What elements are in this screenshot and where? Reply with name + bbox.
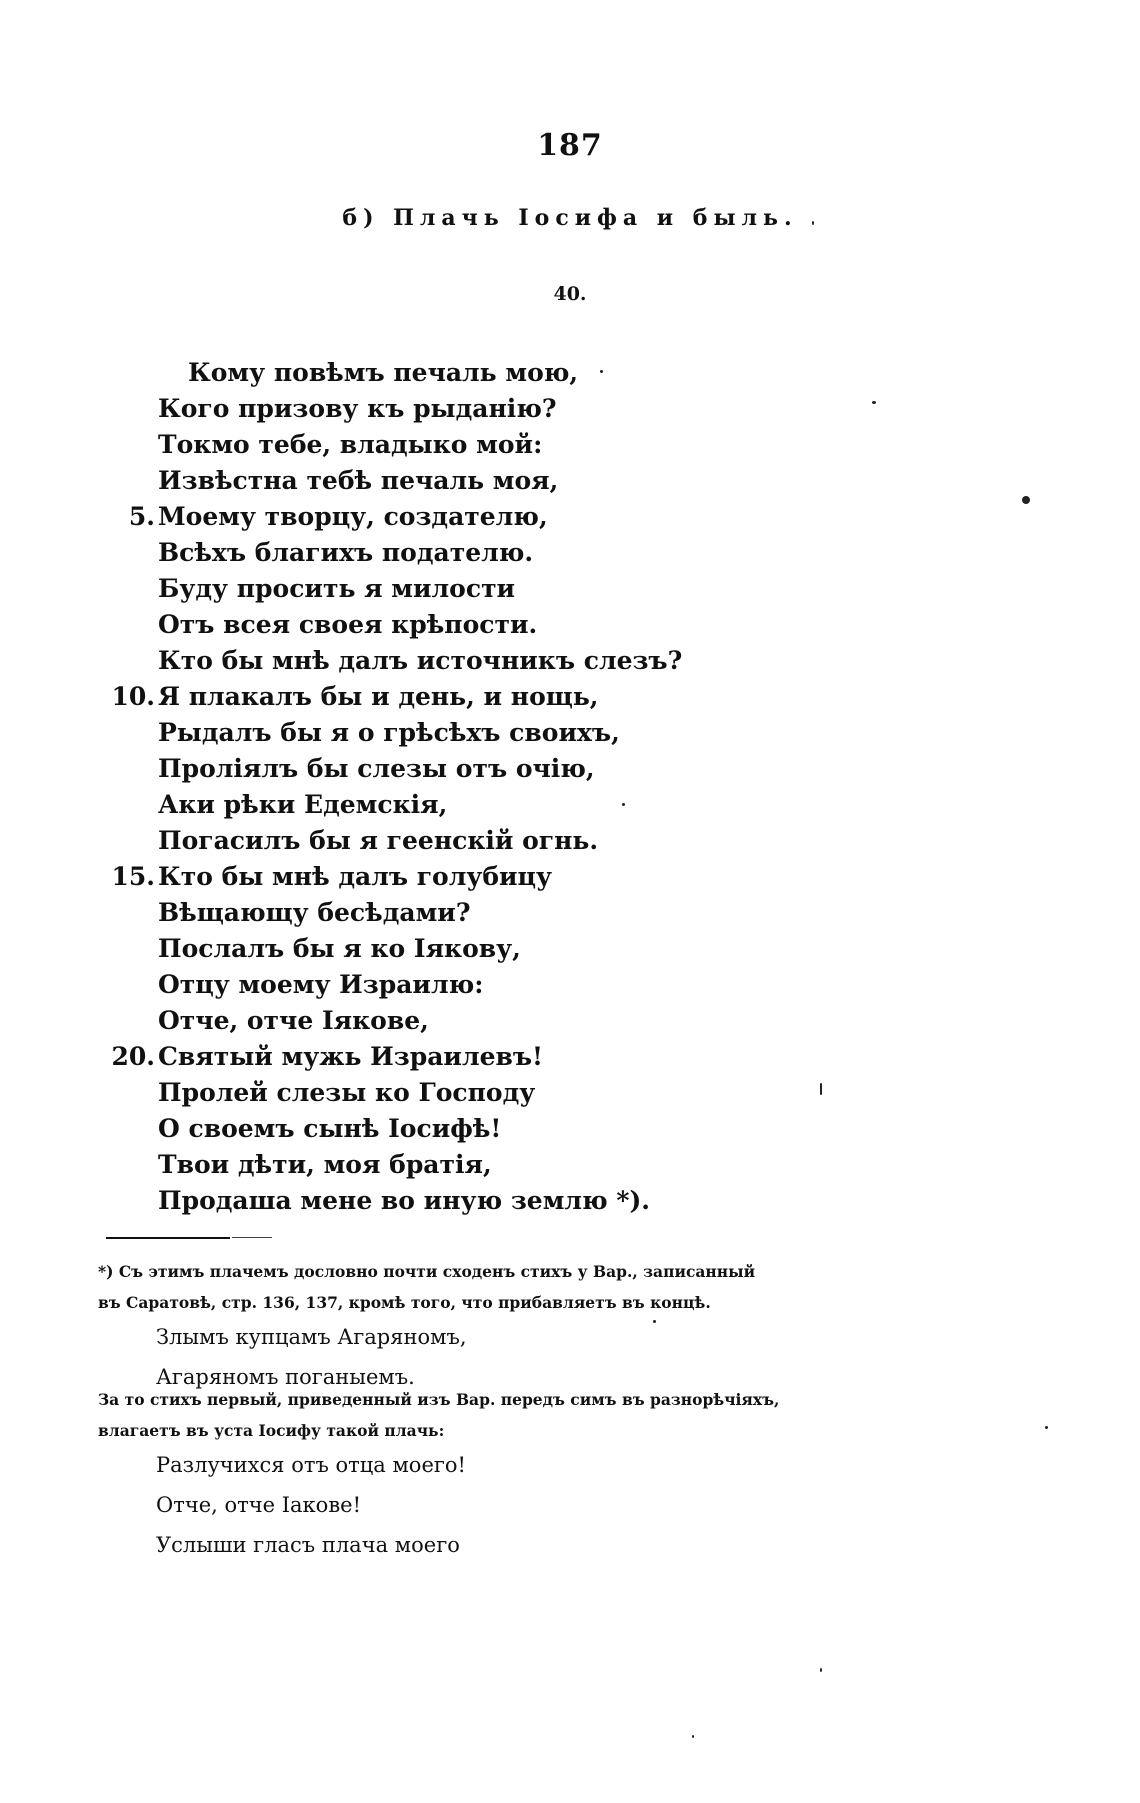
- line-text: Рыдалъ бы я о грѣсѣхъ своихъ,: [158, 718, 620, 747]
- quote-line: Агаряномъ поганыемъ.: [156, 1365, 415, 1389]
- line-text: Извѣстна тебѣ печаль моя,: [158, 466, 559, 495]
- poem-line: [0, 679, 1140, 715]
- line-text: Твои дѣти, моя братія,: [158, 1150, 492, 1179]
- scan-speck: [1045, 1426, 1048, 1429]
- line-text: Вѣщающу бесѣдами?: [158, 898, 471, 927]
- poem-line: [0, 643, 1140, 679]
- poem-line: [0, 535, 1140, 571]
- poem-line: [0, 967, 1140, 1003]
- line-number: 10.: [111, 682, 155, 711]
- poem-line: [0, 823, 1140, 859]
- poem-line: [0, 499, 1140, 535]
- scan-speck: [820, 1083, 822, 1095]
- scan-speck: [872, 401, 876, 404]
- scan-speck: [653, 1320, 656, 1323]
- quote-line: Злымъ купцамъ Агаряномъ,: [156, 1325, 467, 1349]
- line-text: Буду просить я милости: [158, 574, 516, 603]
- line-number: 15.: [111, 862, 155, 891]
- line-number: 5.: [128, 502, 155, 531]
- line-text: Отъ всея своея крѣпости.: [158, 610, 538, 639]
- line-text: Я плакалъ бы и день, и нощь,: [158, 682, 599, 711]
- quote-line: Услыши гласъ плача моего: [156, 1533, 460, 1557]
- poem-line: [0, 715, 1140, 751]
- footnote-line: *) Съ этимъ плачемъ дословно почти сходенъ стихъ у Вар., записанный: [98, 1262, 756, 1281]
- quote-line: Разлучихся отъ отца моего!: [156, 1453, 466, 1477]
- page-number: 187: [537, 128, 603, 163]
- poem-line: [0, 1003, 1140, 1039]
- line-text: Отче, отче Іякове,: [158, 1006, 429, 1035]
- footnote-line: За то стихъ первый, приведенный изъ Вар. передъ симъ въ разнорѣчіяхъ,: [98, 1390, 780, 1409]
- line-text: Кто бы мнѣ далъ голубицу: [158, 862, 553, 891]
- footnote: [98, 1384, 1048, 1446]
- line-text: Токмо тебе, владыко мой:: [158, 430, 543, 459]
- line-text: О своемъ сынѣ Іосифѣ!: [158, 1114, 502, 1143]
- scan-speck: [1022, 496, 1030, 504]
- poem-line: [0, 751, 1140, 787]
- poem-line: [0, 895, 1140, 931]
- poem-line: [0, 1039, 1140, 1075]
- poem: [0, 355, 1140, 1219]
- poem-line: [0, 607, 1140, 643]
- line-text: Моему творцу, создателю,: [158, 502, 548, 531]
- scan-speck: [692, 1735, 694, 1738]
- line-text: Кому повѣмъ печаль мою,: [188, 358, 579, 387]
- poem-line: [0, 1111, 1140, 1147]
- quote-line: Отче, отче Іакове!: [156, 1493, 362, 1517]
- line-text: Пролей слезы ко Господу: [158, 1078, 536, 1107]
- line-number: 20.: [111, 1042, 155, 1071]
- footnote-quote: [156, 1445, 466, 1565]
- footnote-line: влагаетъ въ уста Іосифу такой плачь:: [98, 1421, 445, 1440]
- line-text: Отцу моему Израилю:: [158, 970, 484, 999]
- poem-line: [0, 931, 1140, 967]
- scan-speck: [812, 221, 814, 225]
- poem-line: [0, 1183, 1140, 1219]
- poem-line: [0, 787, 1140, 823]
- poem-line: [0, 1147, 1140, 1183]
- footnote: [98, 1256, 1048, 1318]
- line-text: Всѣхъ благихъ подателю.: [158, 538, 534, 567]
- footnote-divider: [106, 1237, 230, 1239]
- line-text: Кто бы мнѣ далъ источникъ слезъ?: [158, 646, 683, 675]
- song-number: 40.: [553, 283, 587, 305]
- poem-line: [0, 355, 1140, 391]
- line-text: Проліялъ бы слезы отъ очію,: [158, 754, 595, 783]
- poem-line: [0, 1075, 1140, 1111]
- poem-line: [0, 463, 1140, 499]
- line-text: Святый мужь Израилевъ!: [158, 1042, 544, 1071]
- line-text: Послалъ бы я ко Іякову,: [158, 934, 521, 963]
- section-title: б) Плачь Іосифа и быль.: [342, 205, 798, 231]
- scan-speck: [820, 1668, 822, 1672]
- poem-line: [0, 391, 1140, 427]
- poem-line: [0, 859, 1140, 895]
- line-text: Продаша мене во иную землю *).: [158, 1186, 651, 1215]
- scan-speck: [622, 803, 625, 806]
- footnote-line: въ Саратовѣ, стр. 136, 137, кромѣ того, что прибавляетъ въ концѣ.: [98, 1293, 711, 1312]
- line-text: Аки рѣки Едемскія,: [158, 790, 448, 819]
- poem-line: [0, 427, 1140, 463]
- poem-line: [0, 571, 1140, 607]
- line-text: Кого призову къ рыданію?: [158, 394, 557, 423]
- scan-speck: [600, 370, 603, 373]
- footnote-divider-extension: [232, 1237, 272, 1238]
- line-text: Погасилъ бы я геенскій огнь.: [158, 826, 599, 855]
